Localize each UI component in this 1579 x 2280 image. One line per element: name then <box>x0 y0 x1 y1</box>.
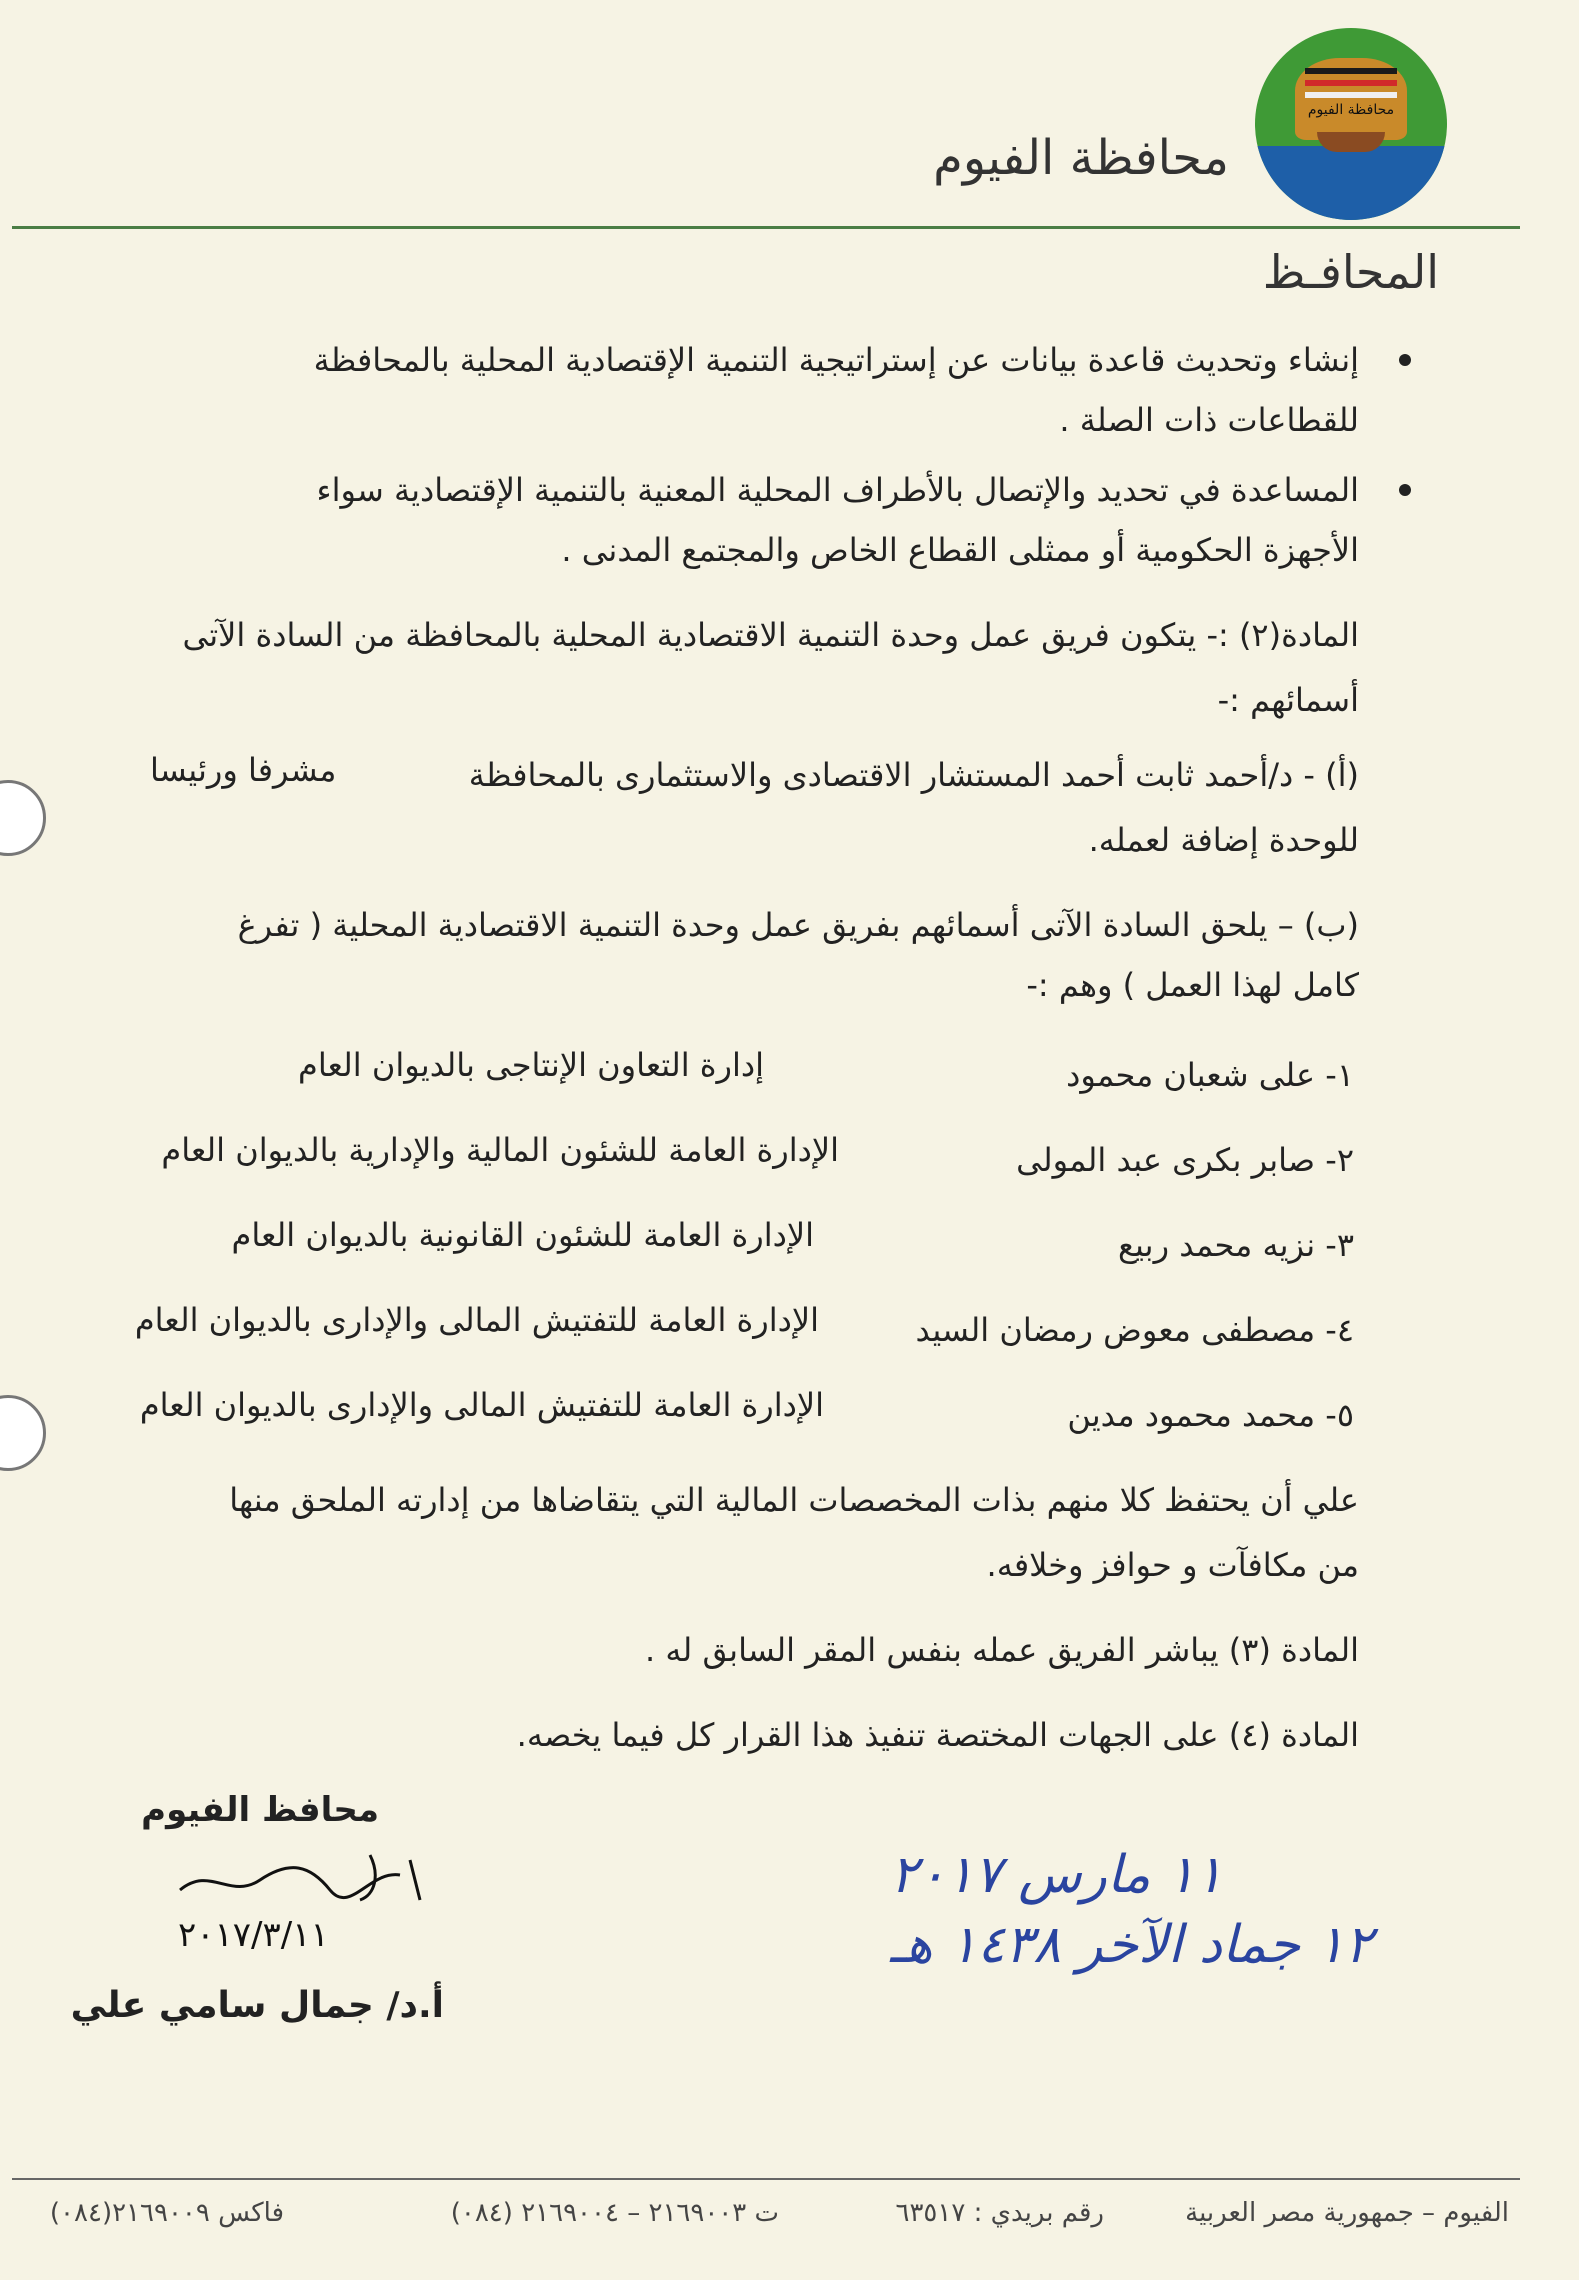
member-name: ٤- مصطفى معوض رمضان السيد <box>915 1311 1354 1349</box>
item-b-line: كامل لهذا العمل ) وهم :- <box>1026 966 1359 1004</box>
governor-heading: المحافـظ <box>1262 245 1439 299</box>
article-2-line: المادة(٢) :- يتكون فريق عمل وحدة التنمية الاقتصادية المحلية بالمحافظة من السادة الآتى <box>182 616 1359 654</box>
bullet-item <box>199 330 1359 450</box>
member-department: الإدارة العامة للشئون المالية والإدارية بالديوان العام <box>161 1131 839 1169</box>
article-3: المادة (٣) يباشر الفريق عمله بنفس المقر السابق له . <box>645 1631 1359 1669</box>
retain-line: من مكافآت و حوافز وخلافه. <box>986 1546 1359 1584</box>
header-divider <box>12 226 1520 229</box>
bullet-item <box>199 460 1359 580</box>
footer-divider <box>12 2178 1520 2180</box>
punch-hole <box>0 1395 46 1471</box>
member-department: الإدارة العامة للشئون القانونية بالديوان العام <box>231 1216 814 1254</box>
footer-postal: رقم بريدي : ٦٣٥١٧ <box>895 2198 1104 2228</box>
emblem-label: محافظة الفيوم <box>1307 102 1395 118</box>
bullet-dot-icon <box>1399 354 1411 366</box>
retain-line: علي أن يحتفظ كلا منهم بذات المخصصات المالية التي يتقاضاها من إدارته الملحق منها <box>229 1481 1359 1519</box>
handwritten-signature <box>170 1845 450 1915</box>
signatory-name: أ.د/ جمال سامي علي <box>70 1985 444 2026</box>
article-2-line: أسمائهم :- <box>1217 681 1359 719</box>
bullet-line: الأجهزة الحكومية أو ممثلى القطاع الخاص والمجتمع المدنى . <box>561 531 1359 569</box>
member-department: الإدارة العامة للتفتيش المالى والإدارى بالديوان العام <box>139 1386 824 1424</box>
punch-hole <box>0 780 46 856</box>
signature-title: محافظ الفيوم <box>141 1790 379 1830</box>
member-name: ٥- محمد محمود مدين <box>1067 1396 1354 1434</box>
bullet-line: إنشاء وتحديث قاعدة بيانات عن إستراتيجية التنمية الإقتصادية المحلية بالمحافظة <box>313 341 1359 379</box>
bullet-line: للقطاعات ذات الصلة . <box>1059 401 1359 439</box>
governorate-emblem-logo <box>1255 28 1447 220</box>
article-4: المادة (٤) على الجهات المختصة تنفيذ هذا القرار كل فيما يخصه. <box>516 1716 1359 1754</box>
signature-date: ٢٠١٧/٣/١١ <box>178 1915 329 1955</box>
footer-phone: ت ٢١٦٩٠٠٣ – ٢١٦٩٠٠٤ (٠٨٤) <box>450 2198 779 2228</box>
bullet-dot-icon <box>1399 484 1411 496</box>
member-department: إدارة التعاون الإنتاجى بالديوان العام <box>298 1046 764 1084</box>
member-name: ١- على شعبان محمود <box>1066 1056 1354 1094</box>
item-a-role: مشرفا ورئيسا <box>150 751 337 789</box>
handwritten-gregorian-date: ١١ مارس ٢٠١٧ <box>890 1845 1223 1905</box>
header-title: محافظة الفيوم <box>933 130 1229 186</box>
member-name: ٣- نزيه محمد ربيع <box>1117 1226 1354 1264</box>
item-b-line: (ب) – يلحق السادة الآتى أسمائهم بفريق عمل وحدة التنمية الاقتصادية المحلية ( تفرغ <box>237 906 1359 944</box>
footer-address: الفيوم – جمهورية مصر العربية <box>1185 2198 1509 2228</box>
item-a-main: (أ) - د/أحمد ثابت أحمد المستشار الاقتصادى والاستثمارى بالمحافظة <box>468 756 1359 794</box>
handwritten-hijri-date: ١٢ جماد الآخر ١٤٣٨ هـ <box>890 1915 1373 1975</box>
member-name: ٢- صابر بكرى عبد المولى <box>1016 1141 1354 1179</box>
footer-fax: فاكس ٢١٦٩٠٠٩(٠٨٤) <box>49 2198 284 2228</box>
bullet-line: المساعدة في تحديد والإتصال بالأطراف المحلية المعنية بالتنمية الإقتصادية سواء <box>316 471 1359 509</box>
item-a-line2: للوحدة إضافة لعمله. <box>1088 821 1359 859</box>
member-department: الإدارة العامة للتفتيش المالى والإدارى بالديوان العام <box>134 1301 819 1339</box>
